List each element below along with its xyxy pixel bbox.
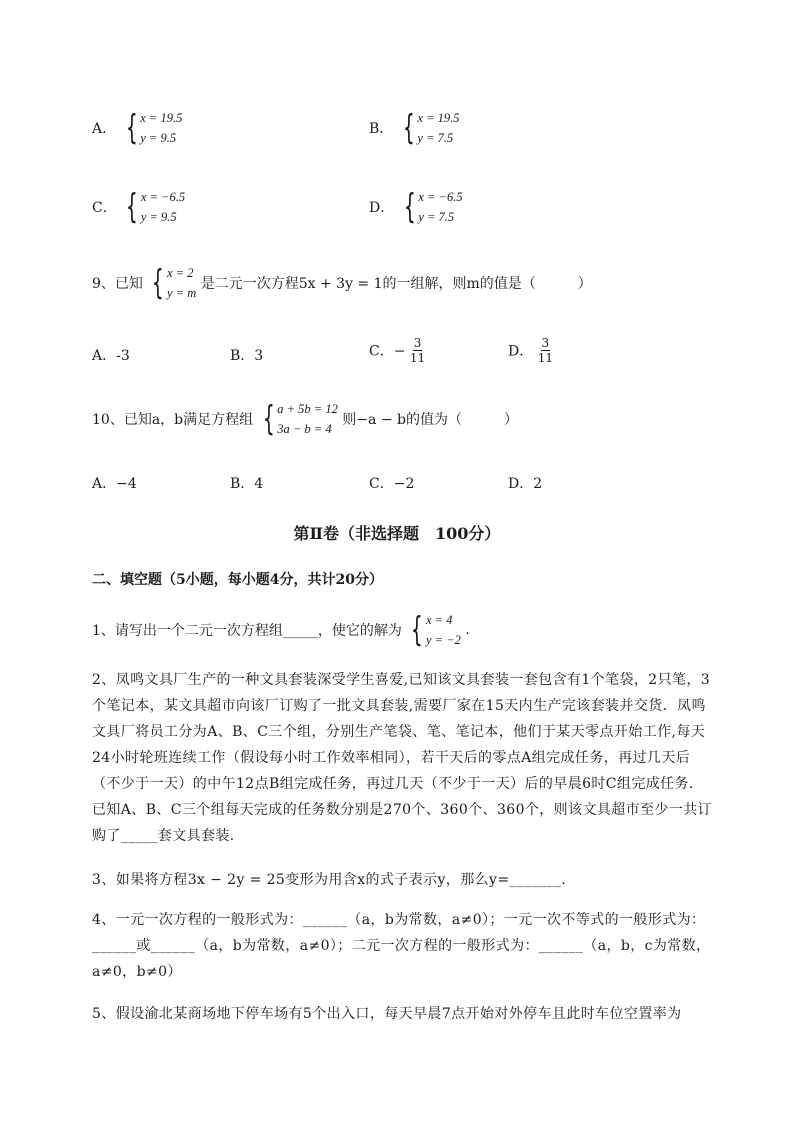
fill-question-3: 3、如果将方程3x − 2y = 25变形为用含x的式子表示y，那么y=_______. <box>92 872 567 888</box>
fill-question-1 <box>92 610 470 650</box>
equation-line: y = m <box>167 286 197 300</box>
option-label: D． <box>369 200 395 216</box>
left-brace-icon: { <box>402 108 415 148</box>
equation-line: y = 7.5 <box>417 131 454 145</box>
q10-option-d: D．2 <box>508 476 543 492</box>
fill-question-4: 4、一元一次方程的一般形式为：______（a，b为常数，a≠0）；一元一次不等式的一般形式为：______或______（a，b为常数，a≠0）；二元一次方程的一般形式为：______（a，b，c为常数，a≠0，b≠0） <box>92 912 711 980</box>
equation-line: x = 19.5 <box>417 111 460 125</box>
option-label: C． <box>92 200 117 216</box>
section-heading: 二、填空题（5小题，每小题4分，共计20分） <box>92 572 383 588</box>
fraction-denominator: 11 <box>537 351 553 365</box>
question-text: 1、请写出一个二元一次方程组_____，使它的解为 <box>92 623 402 639</box>
q9-option-d <box>508 336 553 365</box>
fraction-numerator: 3 <box>413 336 422 350</box>
equation-system <box>406 610 461 650</box>
q10-option-a: A．−4 <box>92 476 137 492</box>
q10-option-c: C．−2 <box>369 476 415 492</box>
q8-option-a <box>92 108 182 148</box>
question-9 <box>92 263 592 303</box>
left-brace-icon: { <box>152 263 165 303</box>
equation-system <box>121 187 185 227</box>
equation-line: x = 2 <box>167 266 194 280</box>
left-brace-icon: { <box>126 187 138 227</box>
question-10 <box>92 399 518 439</box>
fraction <box>410 336 425 365</box>
equation-line: y = 9.5 <box>140 131 177 145</box>
question-text: 是二元一次方程5x + 3y = 1的一组解，则m的值是（ ） <box>200 276 592 292</box>
left-brace-icon: { <box>262 399 275 439</box>
equation-line: x = −6.5 <box>418 190 463 204</box>
equation-line: y = 7.5 <box>418 210 455 224</box>
equation-system <box>398 108 460 148</box>
equation-system <box>399 187 463 227</box>
fill-question-2: 2、凤鸣文具厂生产的一种文具套装深受学生喜爱,已知该文具套装一套包含有1个笔袋，2只笔，3个笔记本，某文具超市向该厂订购了一批文具套装,需要厂家在15天内生产完该套装并交货．凤鸣文具厂将员工分为A、B、C三个组，分别生产笔袋、笔、笔记本，他们于某天零点开始工作,每天24小时轮班连续工作（假设每小时工作效率相同），若干天后的零点A组完成任务，再过几天后（不少于一天）的中午12点B组完成任务，再过几天（不少于一天）后的早晨6时C组完成任务．已知A、B、C三个组每天完成的任务数分别是270个、360个、360个，则该文具超市至少一共订购了_____套文具套装． <box>92 672 713 844</box>
q8-option-b <box>369 108 460 148</box>
equation-line: x = −6.5 <box>140 190 186 204</box>
left-brace-icon: { <box>403 187 416 227</box>
q8-option-c <box>92 187 185 227</box>
option-label: A． <box>92 121 117 137</box>
equation-line: 3a − b = 4 <box>277 422 332 436</box>
equation-line: a + 5b = 12 <box>277 402 338 416</box>
equation-system <box>147 263 196 303</box>
question-number: 9、已知 <box>92 276 143 292</box>
equation-line: y = −2 <box>426 633 461 647</box>
fraction-denominator: 11 <box>409 351 426 365</box>
fill-question-5: 5、假设渝北某商场地下停车场有5个出入口，每天早晨7点开始对外停车且此时车位空置率为 <box>92 1006 682 1022</box>
equation-line: y = 9.5 <box>140 210 177 224</box>
question-text: 则−a − b的值为（ ） <box>342 412 518 428</box>
left-brace-icon: { <box>411 610 424 650</box>
equation-system <box>121 108 183 148</box>
q10-option-b: B．4 <box>230 476 264 492</box>
part-two-title: 第Ⅱ卷（非选择题 100分） <box>293 524 501 543</box>
equation-line: x = 19.5 <box>140 111 183 125</box>
option-label: B． <box>369 121 394 137</box>
fraction-numerator: 3 <box>541 336 550 350</box>
q9-option-a: A．-3 <box>92 348 130 364</box>
q9-option-c <box>369 336 425 365</box>
equation-system <box>258 399 338 439</box>
option-label: D． <box>508 343 534 360</box>
option-label: C．− <box>369 343 406 360</box>
q9-option-b: B．3 <box>230 348 264 364</box>
fraction <box>538 336 553 365</box>
question-number: 10、已知a，b满足方程组 <box>92 412 254 428</box>
period: . <box>465 622 470 638</box>
left-brace-icon: { <box>125 108 138 148</box>
equation-line: x = 4 <box>426 613 453 627</box>
q8-option-d <box>369 187 463 227</box>
